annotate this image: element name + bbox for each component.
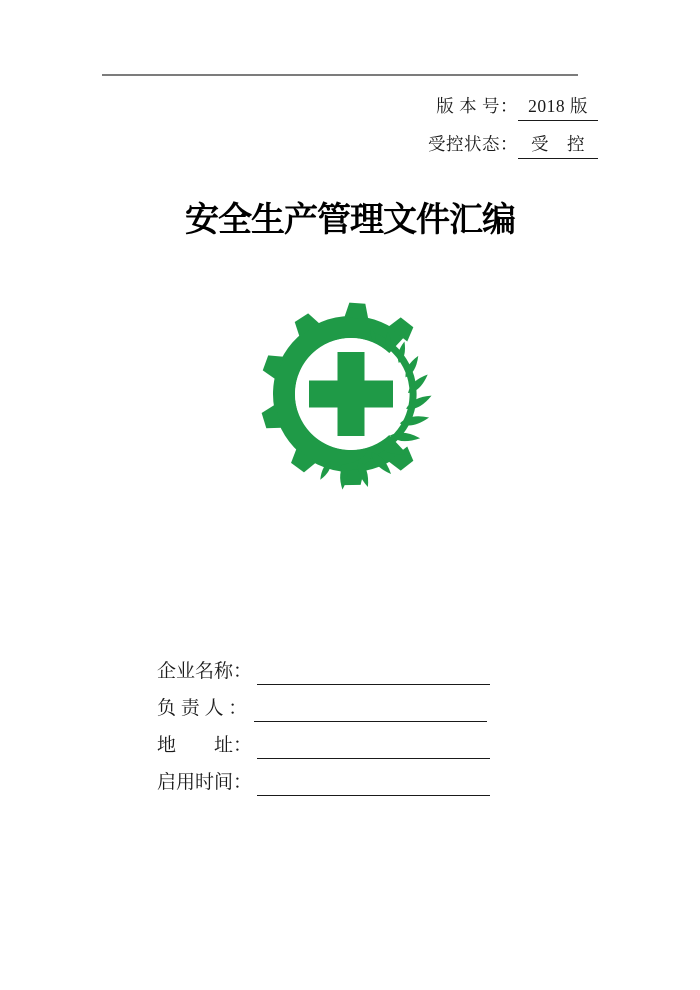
blank-underline-person-in-charge xyxy=(254,700,487,722)
blank-underline-company-name xyxy=(257,663,490,685)
version-label: 版 本 号： xyxy=(436,96,518,116)
status-row xyxy=(428,132,598,159)
cover-form xyxy=(157,648,490,796)
page-title: 安全生产管理文件汇编 xyxy=(185,201,515,239)
form-field-row xyxy=(157,722,490,759)
header-rule xyxy=(102,74,578,76)
blank-underline-start-date xyxy=(257,774,490,796)
form-field-row xyxy=(157,648,490,685)
work-safety-logo-icon xyxy=(256,304,446,484)
version-value: 2018 版 xyxy=(518,94,598,121)
version-control-block xyxy=(428,94,598,170)
field-label-company-name: 企业名称： xyxy=(157,661,253,682)
field-label-start-date: 启用时间： xyxy=(157,772,253,793)
work-safety-logo xyxy=(256,304,446,484)
status-value: 受 控 xyxy=(518,132,598,159)
field-label-address: 地 址： xyxy=(157,735,253,756)
blank-underline-address xyxy=(257,737,490,759)
status-label: 受控状态： xyxy=(428,134,518,154)
version-row xyxy=(428,94,598,121)
form-field-row xyxy=(157,759,490,796)
form-field-row xyxy=(157,685,490,722)
field-label-person-in-charge: 负 责 人 ： xyxy=(157,698,248,719)
